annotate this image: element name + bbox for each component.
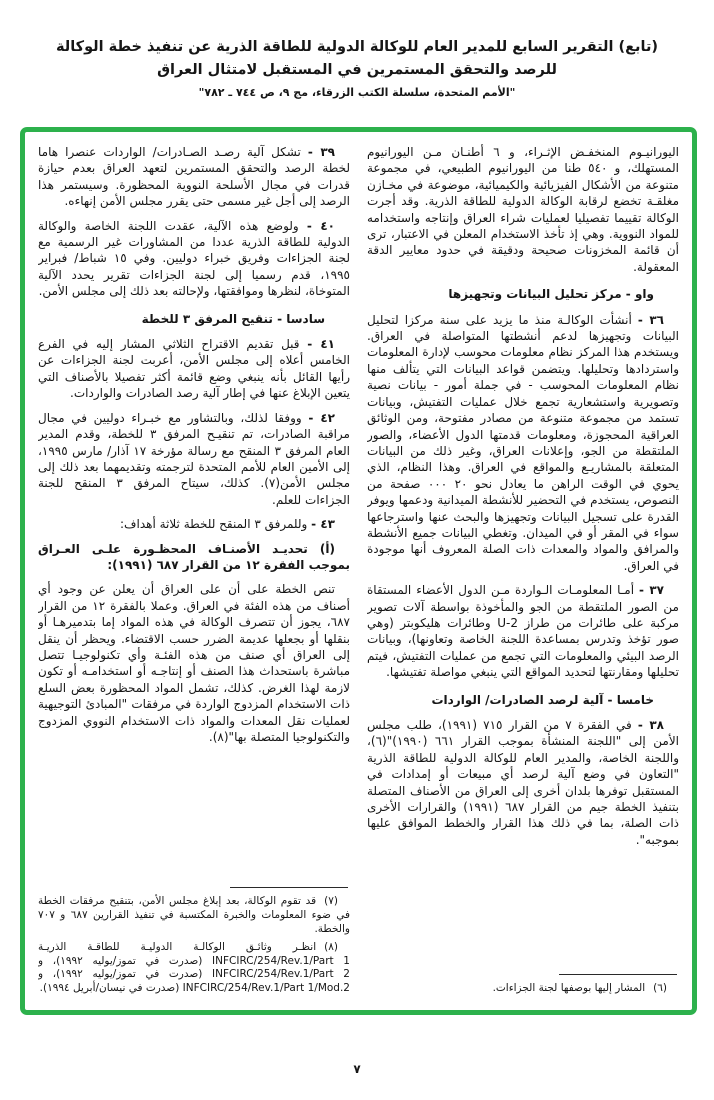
paragraph-41-text: قبل تقديم الاقتراح الثلاثي المشار إليه في الفرع الخامس أعلاه إلى مجلس الأمن، أعربت لجنة الجزاءات عن رأيها القائل بأنه ينبغي وضع قائمة أكثر تفصيلا بالأصناف التي يتعين الإبلاغ عنها في إطار آلية رصد الصادرات والواردات. — [38, 337, 350, 401]
document-header — [0, 0, 714, 99]
paragraph-41 — [38, 336, 350, 402]
paragraph-40-text: ولوضع هذه الآلية، عقدت اللجنة الخاصة والوكالة الدولية للطاقة الذرية عددا من المشاورات غير الرسمية مع لجنة الجزاءات وفريق خبراء دوليين. وفي ١٥ شباط/ فبراير ١٩٩٥، قدم رسميا إلى لجنة الجزاءات تقرير يحدد الآلية المتوخاة، لنظرها وموافقتها، ولإحالته بعد ذلك إلى مجلس الأمن. — [38, 218, 350, 299]
section-heading-khamisan: خامسا - آلية لرصد الصادرات/ الواردات — [431, 692, 654, 707]
page-number: ٧ — [353, 1062, 361, 1076]
paragraph-37 — [367, 582, 679, 680]
paragraph-40-number: ٤٠ - — [306, 218, 335, 233]
paragraph-43-number: ٤٣ - — [311, 517, 335, 532]
left-column-footnotes — [38, 883, 350, 1000]
paragraph-38 — [367, 717, 679, 848]
objective-a-heading-text: تحديـد الأصنـاف المحظـورة علـى العـراق بموجب الفقرة ١٢ من القرار ٦٨٧ (١٩٩١): — [38, 541, 350, 572]
footnote-8-marker: (٨) — [324, 940, 338, 953]
paragraph-42 — [38, 410, 350, 508]
paragraph-38-number: ٣٨ - — [637, 718, 664, 732]
paragraph-42-number: ٤٢ - — [308, 410, 335, 425]
paragraph-37-text: أمـا المعلومـات الـواردة مـن الدول الأعضاء المستقاة من الصور الملتقطة من الجو والمأخوذة بواسطة آلات تصوير مركبة على طائرات من طراز ‎U-2‎ وطائرات هليكوبتر (وهي صور تؤخذ وتدرس بمساعدة اللجنة الخاصة وتعاونها)، وبيانات الرصد البيئي والمعلومات التي تجمع من عمليات التفتيش، فيتم تحليلها ومقارنتها لتحديد المواقع التي ينبغي مواصلة تفتيشها. — [367, 583, 679, 680]
right-column-footnotes — [367, 970, 679, 1000]
paragraph-37-number: ٣٧ - — [639, 583, 664, 598]
paragraph-43 — [38, 516, 350, 532]
section-heading-sadisan: سادسا - تنقيح المرفق ٣ للخطة — [141, 311, 325, 326]
footnote-6 — [367, 982, 679, 996]
document-title-line2: للرصد والتحقق المستمرين في المستقبل لامتثال العراق — [157, 62, 557, 78]
footnote-6-marker: (٦) — [653, 982, 667, 995]
document-source-line: "الأمم المتحدة، سلسلة الكتب الزرقاء، مج ٩، ص ٧٤٤ ـ ٧٨٢" — [198, 86, 516, 99]
paragraph-36-text: أنشأت الوكالـة منذ ما يزيد على سنة مركزا لتحليل البيانات وتجهيزها لدعم أنشطتها المتواصلة في العراق. ويستخدم هذا المركز نظام معلومات محوسب لإدارة المعلومات واستردادها وتحليلها. ويتضمن قواعد البيانات التي يتألف منها نظام المعلومات المحوسب - في جملة أمور - بيانات نصية وتصويرية واستشعارية تجمع خلال عمليات التفتيش، وبيانات تستمد من مجموعة متنوعة من مصادر مفتوحة، ومن الوثائق العراقية المحجوزة، ومعلومات قدمتها الدول الأعضاء، والصور الملتقطة من الجو، وإعلانات العراق، وغير ذلك من البيانات المتعلقة بالمشاريـع والمواقع في العراق. وهذا النظام، الذي يحوي في الوقت الراهن ما يعادل نحو ٢٠ ٠٠٠ صفحة من النصوص، يستخدم في التحضير للأنشطة الميدانية ودعمها ويوفر القدرة على تسجيل البيانات وتجهيزها والبحث عنها واسترجاعها سواء في المقر أو في الميدان. وتغطي البيانات جميع الأنشطة والمرافق والمواد والمعدات ذات الصلة المعروف أنها موجودة في العراق. — [367, 312, 679, 573]
paragraph-continuation: اليورانيـوم المنخفـض الإثـراء، و ٦ أطنـان مـن اليورانيوم المستهلك، و ٥٤٠ طنا من اليورانيوم الطبيعي، في مجموعة متنوعة من الأشكال الفيزيائية والكيميائية، موضوعة في مخـازن مغلقـة تخضع لرقابة الوكالة الدولية للطاقة الذرية. وقد أجرت الوكالة تقييما تفصيليا لعمليات شراء العراق وإنتاجه واستخدامه للمواد النووية. وهي إذ تأخذ الاستخدام المعلن في الاعتبار، ترى أن قائمة المخزونات صحيحة ودقيقة في حدود معايير الدقة المعقولة. — [367, 145, 679, 274]
paragraph-41-number: ٤١ - — [307, 337, 335, 352]
left-column — [38, 144, 350, 1000]
footnote-8-text: انظـر وثائـق الوكالـة الدوليـة للطاقـة الذريـة ‎INFCIRC/254/Rev.1/Part 1‎ (صدرت في تموز/يوليه ١٩٩٢)، و ‎INFCIRC/254/Rev.1/Part 2‎ (صدرت في تموز/يوليه ١٩٩٢)، و ‎INFCIRC/254/Rev.1/Part 1/Mod.2‎ (صدرت في نيسان/أبريل ١٩٩٤). — [38, 940, 350, 995]
paragraph-43-text: وللمرفق ٣ المنقح للخطة ثلاثة أهداف: — [120, 517, 308, 532]
objective-a-marker: (أ) — [319, 541, 335, 556]
objective-a-heading — [38, 541, 350, 574]
footnote-separator — [559, 974, 677, 975]
paragraph-39-text: تشكل آلية رصـد الصـادرات/ الواردات عنصرا هاما لخطة الرصد والتحقق المستمرين لتعهد العراق بعدم حيازة قدرات في مجال الأسلحة النووية المحظورة. وسيستمر هذا الرصد إلى أجل غير مسمى حتى يقرر مجلس الأمن إنهاءه. — [38, 145, 350, 209]
paragraph-36-number: ٣٦ - — [637, 312, 664, 327]
document-title-line1: (تابع) التقرير السابع للمدير العام للوكالة الدولية للطاقة الذرية عن تنفيذ خطة الوكالة — [55, 39, 659, 55]
right-column — [367, 144, 679, 1000]
footnote-7-text: قد تقوم الوكالة، بعد إبلاغ مجلس الأمن، بتنقيح مرفقات الخطة في ضوء المعلومات والخبرة المكتسبة في تنفيذ القرارين ٦٨٧ و ٧٠٧ والخطة. — [38, 895, 350, 936]
objective-a-body: تنص الخطة على أن على العراق أن يعلن عن وجود أي أصناف من هذه الفئة في العراق. وعملا بالفقرة ١٢ من القرار ٦٨٧، يجوز أن تتصرف الوكالة في هذه المواد إما بتدميرهـا أو بنقلها أو بجعلها عديمة الضرر حسب الاقتضاء. ويحظر أن ينقل إلى العراق أي صنف من هذه الفئـة وأي تكنولوجيـا تتصل مباشرة باستحداث هذا الصنف أو إنتاجـه أو استخدامـه أو تكون لازمة لهذا الغرض. كذلك، تشمل المواد المحظورة بعض السلع ذات الاستخدام المزدوج الواردة في مرفقات "المبادئ التوجيهية لعمليات نقل المعدات والمواد ذات الاستخدام النووي المزدوج والتكنولوجيا المتصلة بها"(٨). — [38, 582, 350, 744]
paragraph-39-number: ٣٩ - — [307, 145, 335, 159]
footnote-7-marker: (٧) — [324, 895, 338, 908]
paragraph-40 — [38, 218, 350, 300]
footnote-7 — [38, 895, 350, 936]
two-column-layout — [38, 144, 679, 1000]
paragraph-39 — [38, 144, 350, 210]
section-heading-waw: واو - مركز تحليل البيانات وتجهيزها — [448, 287, 654, 302]
footnote-8 — [38, 941, 350, 996]
paragraph-42-text: ووفقا لذلك، وبالتشاور مع خبـراء دوليين في مجال مراقبة الصادرات، تم تنقيـح المرفق ٣ للخطة، وقدم المدير العام المرفق ٣ المنقح مع رسالة مؤرخة ١٧ آذار/ مارس ١٩٩٥، إلى الأمين العام للأمم المتحدة لترجمته وتقديمهما بعد ذلك إلى مجلس الأمن(٧). كذلك، سيتاح المرفق ٣ المنقح للجنة الجزاءات للعلم. — [38, 410, 350, 507]
paragraph-36 — [367, 312, 679, 575]
content-border-box — [20, 127, 697, 1015]
paragraph-38-text: في الفقرة ٧ من القرار ٧١٥ (١٩٩١)، طلب مجلس الأمن إلى "اللجنة المنشأة بموجب القرار ٦٦١ (١٩٩٠)"(٦)، واللجنة الخاصة، والمدير العام للوكالة الدولية للطاقة الذرية "التعاون في وضع آلية لرصد أي مبيعات أو إمدادات في المستقبل توفرها بلدان أخرى إلى العراق من الأصناف المتصلة بتنفيذ الخطة جيم من القرار ٦٨٧ (١٩٩١) والقرارات الأخرى ذات الصلة، بما في ذلك هذا القرار والخطط الموافق عليها بموجبه". — [367, 718, 679, 847]
footnote-separator — [230, 887, 348, 888]
footnote-6-text: المشار إليها بوصفها لجنة الجزاءات. — [492, 982, 646, 995]
